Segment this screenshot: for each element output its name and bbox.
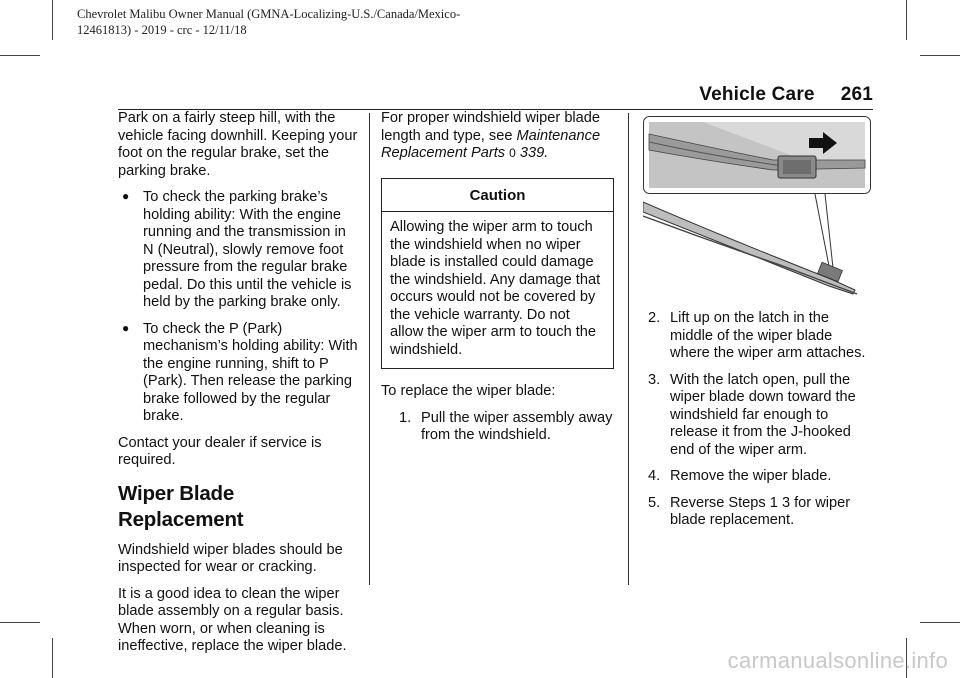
crop-mark	[0, 622, 40, 623]
step-text: Pull the wiper assembly away from the windshield.	[421, 409, 613, 443]
step-item	[640, 495, 875, 530]
step-number: 4.	[648, 468, 661, 484]
wiper-blade-illustration	[643, 116, 871, 298]
reference-page[interactable]: 339	[519, 145, 545, 161]
crop-mark	[0, 55, 40, 56]
step-number: 1.	[399, 409, 412, 426]
header-line-1: Chevrolet Malibu Owner Manual (GMNA-Localizing-U.S./Canada/Mexico-	[77, 7, 461, 21]
step-number: 2.	[648, 310, 661, 326]
step-item	[381, 410, 614, 445]
header-line-2: 12461813) - 2019 - crc - 12/11/18	[77, 23, 247, 37]
column-divider	[369, 113, 370, 585]
caution-title: Caution	[382, 179, 613, 213]
document-header	[77, 6, 460, 38]
reference-text: For proper windshield wiper blade length and type, see	[381, 110, 601, 144]
bullet-item	[118, 321, 358, 426]
maintenance-parts-link[interactable]: Maintenance Replacement Parts	[381, 127, 601, 161]
page-heading	[699, 84, 873, 106]
column-left	[118, 110, 358, 665]
step-text: Remove the wiper blade.	[670, 468, 832, 484]
bullet-icon: ●	[122, 189, 130, 203]
column-middle	[381, 110, 614, 454]
column-divider	[628, 113, 629, 585]
replace-intro: To replace the wiper blade:	[381, 383, 556, 399]
intro-paragraph: Park on a fairly steep hill, with the vehicle facing downhill. Keeping your foot on the regular brake, set the parking brake.	[118, 110, 358, 179]
crop-mark	[906, 0, 907, 40]
step-text: Lift up on the latch in the middle of the wiper blade where the wiper arm attaches.	[670, 310, 866, 361]
bullet-text: To check the P (Park) mechanism’s holding ability: With the engine running, shift to P (Park). Then release the parking brake followed by the regular brake.	[143, 320, 358, 424]
page-reference-icon: 0	[509, 146, 516, 160]
inspect-paragraph: Windshield wiper blades should be inspected for wear or cracking.	[118, 541, 343, 575]
clean-paragraph: It is a good idea to clean the wiper blade assembly on a regular basis. When worn, or when cleaning is ineffective, replace the wiper blade.	[118, 585, 347, 654]
step-number: 3.	[648, 371, 661, 388]
crop-mark	[920, 622, 960, 623]
bullet-item	[118, 189, 358, 312]
caution-text: Allowing the wiper arm to touch the windshield when no wiper blade is installed could damage the windshield. Any damage that occurs would not be covered by the vehicle warranty. Do not allow the wiper arm to touch the windshield.	[390, 219, 601, 358]
reference-suffix: .	[544, 145, 549, 161]
step-item	[640, 310, 875, 363]
step-text: With the latch open, pull the wiper blade down toward the windshield far enough to release it from the J-hooked end of the wiper arm.	[670, 371, 856, 458]
page-number: 261	[840, 84, 873, 105]
bullet-text: To check the parking brake’s holding ability: With the engine running and the transmission in N (Neutral), slowly remove foot pressure from the regular brake pedal. Do this until the vehicle is held by the parking brake only.	[143, 189, 352, 310]
crop-mark	[52, 638, 53, 678]
step-text: Reverse Steps 1 3 for wiper blade replacement.	[670, 494, 851, 528]
contact-paragraph: Contact your dealer if service is required.	[118, 434, 322, 468]
reference-paragraph	[381, 110, 614, 163]
crop-mark	[920, 55, 960, 56]
section-title: Wiper Blade Replacement	[118, 481, 244, 531]
step-number: 5.	[648, 494, 661, 511]
watermark: carmanualsonline.info	[727, 648, 948, 673]
step-item	[640, 468, 875, 486]
crop-mark	[52, 0, 53, 40]
caution-box	[381, 178, 614, 370]
page-heading-title: Vehicle Care	[699, 84, 815, 105]
bullet-icon: ●	[122, 320, 130, 335]
step-item	[640, 372, 875, 460]
column-right	[640, 310, 875, 539]
